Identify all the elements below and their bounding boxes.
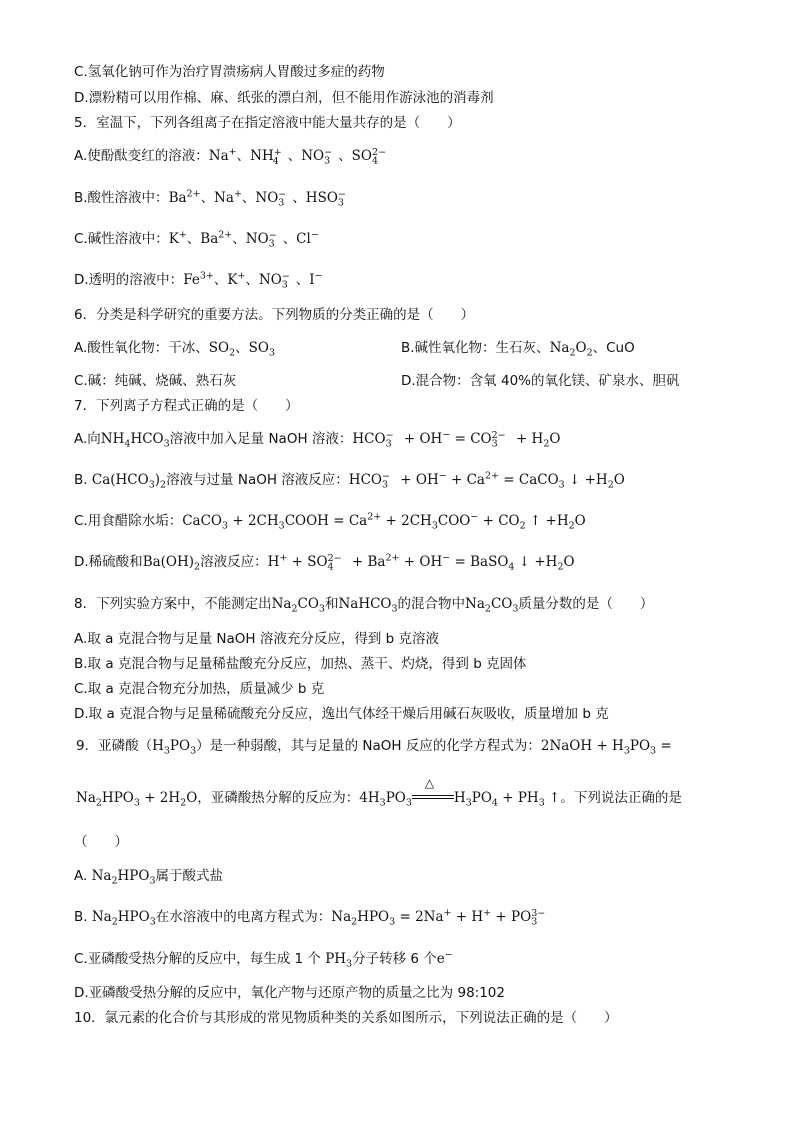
question-9-line-2 <box>76 776 682 809</box>
q7-option-c <box>74 511 586 531</box>
question-9-line-3: （ ） <box>74 834 128 850</box>
q9-option-a <box>74 866 223 886</box>
q8-option-d: D.取 a 克混合物与足量稀硫酸充分反应，逸出气体经干燥后用碱石灰吸收，质量增加 b 克 <box>74 706 609 722</box>
q6b-label: B.碱性氧化物：生石灰、 <box>401 340 550 356</box>
q5-option-c <box>74 229 319 249</box>
q5a-label: A.使酚酞变红的溶液： <box>74 148 209 164</box>
q9-text: ）是一种弱酸，其与足量的 NaOH 反应的化学方程式为： <box>196 738 541 754</box>
q7b-equation: $HCO_3^- + OH^- + Ca^{2+}$ = CaCO$_3$ ↓ $+H_2O$ <box>348 470 625 491</box>
q7a-equation: $HCO_3^- + OH^- = CO_3^{2-} + H_2O$ <box>352 429 561 450</box>
q6b-tail: 、CuO <box>592 340 635 356</box>
q8-compound-3: $Na_2CO_3$ <box>465 596 519 615</box>
q7a-reagent: $NH_4HCO_3$ <box>100 431 170 450</box>
q9b-equation: $Na_2HPO_3 = 2Na^+ + H^+ + PO_3^{3-}$ <box>331 907 546 928</box>
q9c-text: 分子转移 6 个 <box>352 951 437 967</box>
q7c-label: C.用食醋除水垢： <box>74 513 183 529</box>
q9-prefix: 9．亚磷酸（ <box>76 738 153 754</box>
q6-option-d: D.混合物：含氧 40%的氧化镁、矿泉水、胆矾 <box>401 373 680 389</box>
q5d-ions: $Fe^{3+}$、K+、$NO_3^-$ 、I− <box>183 270 323 291</box>
question-5: 5．室温下，下列各组离子在指定溶液中能大量共存的是（ ） <box>74 115 461 131</box>
q9-acid: $H_3PO_3$ <box>152 738 197 757</box>
q5c-ions: K+、$Ba^{2+}$、$NO_3^-$ 、Cl− <box>168 229 319 250</box>
q9-option-d: D.亚磷酸受热分解的反应中，氧化产物与还原产物的质量之比为 98:102 <box>74 985 505 1001</box>
q5-option-a <box>74 146 392 166</box>
question-7: 7．下列离子方程式正确的是（ ） <box>74 398 299 414</box>
question-8 <box>74 594 653 614</box>
q8-compound-1: $Na_2CO_3$ <box>271 596 325 615</box>
q9a-prefix: A. <box>74 868 92 884</box>
q5b-ions: $Ba^{2+}$、Na+、$NO_3^-$ 、$HSO_3^-$ <box>168 188 346 209</box>
q6b-formula: $Na_2O_2$ <box>549 340 593 359</box>
q7d-prefix: D.稀硫酸和 <box>74 554 143 570</box>
q7c-equation: CaCO$_3$ + $2CH_3COOH = Ca^{2+} + 2CH_3COO^- + CO_2$ ↑ $+H_2O$ <box>182 511 586 532</box>
q9c-electron: e− <box>436 949 453 967</box>
q7b-prefix: B. <box>74 472 92 488</box>
q5c-label: C.碱性溶液中： <box>74 231 169 247</box>
q8-option-c: C.取 a 克混合物充分加热，质量减少 b 克 <box>74 681 325 697</box>
q5b-label: B.酸性溶液中： <box>74 190 169 206</box>
question-9-line-1 <box>76 736 672 756</box>
q7-option-d <box>74 552 575 572</box>
question-10: 10．氯元素的化合价与其形成的常见物质种类的关系如图所示，下列说法正确的是（ ） <box>74 1010 618 1026</box>
q7d-equation: $H^+ + SO_4^{2-} + Ba^{2+} + OH^-$ = BaSO$_4$ ↓ $+H_2O$ <box>267 552 575 573</box>
q7a-text: 溶液中加入足量 NaOH 溶液： <box>169 431 353 447</box>
q4-option-d: D.漂粉精可以用作棉、麻、纸张的漂白剂，但不能用作游泳池的消毒剂 <box>74 90 494 106</box>
q7-option-a <box>74 429 560 449</box>
q7b-text: 溶液与过量 NaOH 溶液反应： <box>166 472 349 488</box>
q7b-reagent: $Ca(HCO_3)_2$ <box>91 472 167 491</box>
q9c-formula: $PH_3$ <box>325 951 353 970</box>
q5a-ions: Na+、$NH_4^+$ 、$NO_3^-$ 、$SO_4^{2-}$ <box>208 146 387 167</box>
q7-option-b <box>74 470 625 490</box>
q9-decomp-lhs: $4H_3PO_3$ <box>359 790 412 809</box>
q5-option-d <box>74 270 323 290</box>
q6-option-a <box>74 338 275 358</box>
q8-tail: 质量分数的是（ ） <box>518 596 654 612</box>
q6a-formulas: $SO_2$、$SO_3$ <box>208 340 276 359</box>
q6-option-b <box>401 338 635 358</box>
q8-prefix: 8．下列实验方案中，不能测定出 <box>74 596 272 612</box>
q5d-label: D.透明的溶液中： <box>74 272 184 288</box>
q9-equation-end: $Na_2HPO_3 + 2H_2O$ <box>76 790 198 809</box>
q4-option-c: C.氢氧化钠可作为治疗胃溃疡病人胃酸过多症的药物 <box>74 64 385 80</box>
q8-option-b: B.取 a 克混合物与足量稀盐酸充分反应，加热、蒸干、灼烧，得到 b 克固体 <box>74 656 527 672</box>
q8-compound-2: NaHCO$_3$ <box>338 596 398 615</box>
q5-option-b <box>74 188 352 208</box>
q8-text: 的混合物中 <box>397 596 466 612</box>
q7d-text: 溶液反应： <box>200 554 268 570</box>
q9b-prefix: B. <box>74 909 92 925</box>
q9-equation-start: 2NaOH + $H_3PO_3$ = <box>540 738 672 757</box>
q9-decomp-tail: 。下列说法正确的是 <box>560 790 682 806</box>
q9a-formula: $Na_2HPO_3$ <box>91 868 156 887</box>
q7a-prefix: A.向 <box>74 431 101 447</box>
q9-decomp-rhs: $H_3PO_4 + PH_3$ ↑ <box>453 790 561 809</box>
q9-option-b <box>74 907 551 927</box>
q6a-label: A.酸性氧化物：干冰、 <box>74 340 209 356</box>
heat-triangle-icon: △ <box>424 776 435 790</box>
heating-arrow-icon <box>412 776 454 804</box>
q7d-reagent: $Ba(OH)_2$ <box>142 554 201 573</box>
question-6: 6．分类是科学研究的重要方法。下列物质的分类正确的是（ ） <box>74 307 475 323</box>
q9b-formula: $Na_2HPO_3$ <box>91 909 156 928</box>
q9-option-c <box>74 949 453 969</box>
q9a-tail: 属于酸式盐 <box>155 868 223 884</box>
q9c-prefix: C.亚磷酸受热分解的反应中，每生成 1 个 <box>74 951 326 967</box>
q9b-text: 在水溶液中的电离方程式为： <box>155 909 332 925</box>
q6-option-c: C.碱：纯碱、烧碱、熟石灰 <box>74 373 237 389</box>
q9-decomp-text: ，亚磷酸热分解的反应为： <box>197 790 360 806</box>
q8-option-a: A.取 a 克混合物与足量 NaOH 溶液充分反应，得到 b 克溶液 <box>74 631 440 647</box>
q8-and: 和 <box>324 596 339 612</box>
